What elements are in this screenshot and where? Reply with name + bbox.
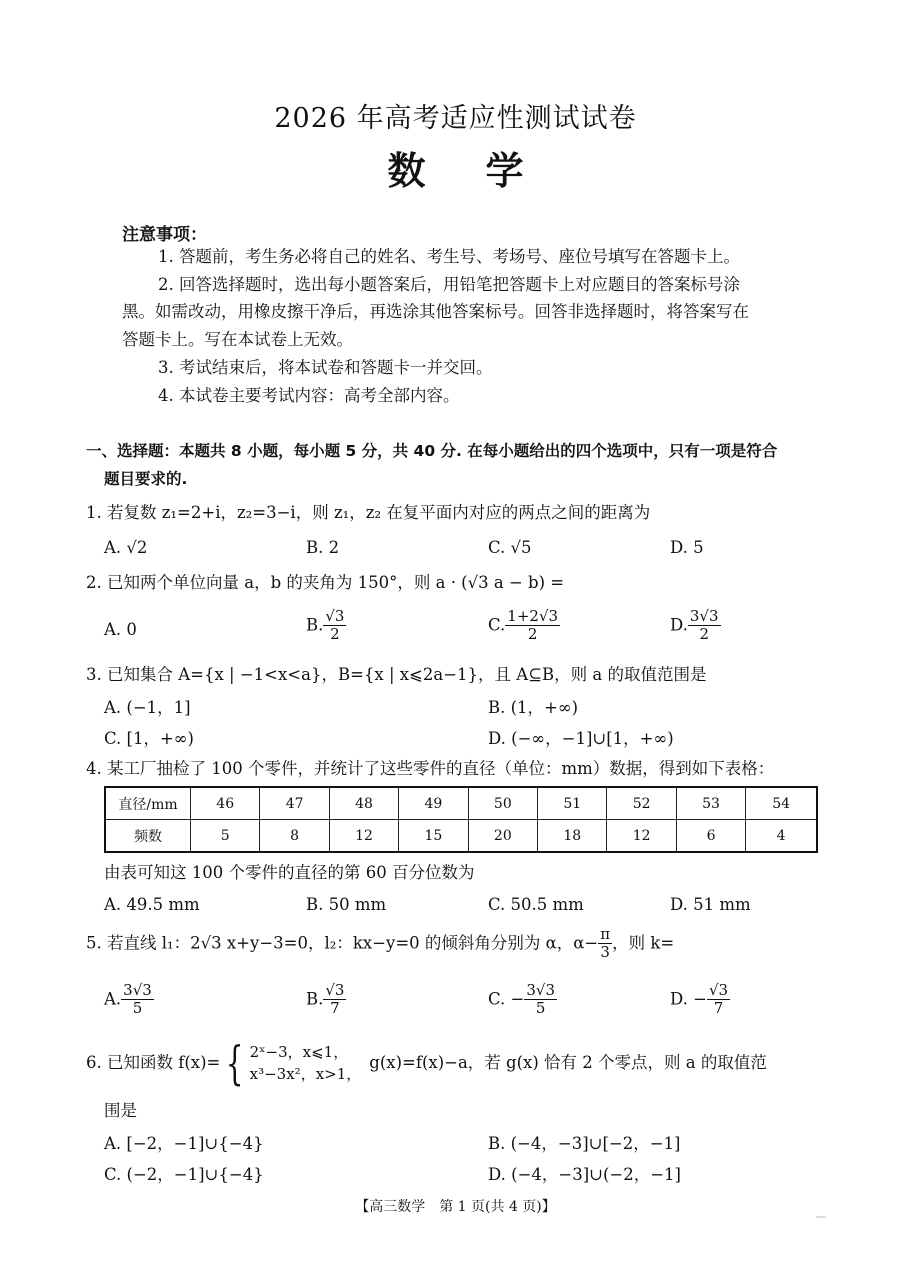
exam-title: 2026 年高考适应性测试试卷	[274, 103, 637, 134]
diameter-frequency-table	[104, 786, 818, 853]
q3-option-b: B. (1，+∞)	[488, 698, 579, 717]
table-cell: 12	[607, 820, 676, 853]
question-2-stem: 2. 已知两个单位向量 a，b 的夹角为 150°，则 a · (√3 a − b) =	[86, 573, 565, 592]
question-4-stem: 4. 某工厂抽检了 100 个零件，并统计了这些零件的直径（单位：mm）数据，得到如下表格：	[86, 759, 775, 778]
q5-option-d: D. − $\frac{√3}{7}$	[670, 981, 729, 1018]
question-6-stem-line-2: 围是	[104, 1101, 137, 1120]
section-heading-line-1: 一、选择题：本题共 8 小题，每小题 5 分，共 40 分. 在每小题给出的四个选项中，只有一项是符合	[86, 442, 778, 460]
q2-option-c: C. $\frac{1+2√3}{2}$	[488, 607, 559, 644]
q3-option-d: D. (−∞，−1]∪[1，+∞)	[488, 729, 674, 748]
q2-option-a: A. 0	[104, 620, 137, 639]
table-cell: 54	[746, 787, 817, 820]
q1-option-d: D. 5	[670, 538, 704, 557]
table-cell: 18	[538, 820, 607, 853]
q6-option-a: A. [−2，−1]∪{−4}	[104, 1134, 264, 1153]
q2-option-d: D. $\frac{3√3}{2}$	[670, 607, 719, 644]
q4-option-c: C. 50.5 mm	[488, 895, 584, 914]
table-cell: 6	[676, 820, 745, 853]
q1-option-b: B. 2	[306, 538, 340, 557]
section-heading-line-2: 题目要求的.	[104, 470, 188, 488]
q3-option-c: C. [1，+∞)	[104, 729, 194, 748]
q2-option-b: B. $\frac{√3}{2}$	[306, 607, 345, 644]
table-cell: 49	[399, 787, 468, 820]
notice-item-2-line-1: 2. 回答选择题时，选出每小题答案后，用铅笔把答题卡上对应题目的答案标号涂	[158, 275, 740, 294]
q1-option-a: A. √2	[104, 538, 148, 557]
table-cell: 50	[468, 787, 537, 820]
q6-option-c: C. (−2，−1]∪{−4}	[104, 1165, 264, 1184]
table-cell: 47	[260, 787, 329, 820]
q5-option-b: B. $\frac{√3}{7}$	[306, 981, 345, 1018]
piecewise-brace: {	[226, 1036, 244, 1090]
subject-title: 数学	[387, 148, 584, 193]
table-cell: 48	[329, 787, 398, 820]
piecewise-cases: 2ˣ−3，x⩽1， x³−3x²，x>1，	[249, 1043, 362, 1083]
table-cell: 5	[191, 820, 260, 853]
table-cell: 51	[538, 787, 607, 820]
q5-option-c: C. − $\frac{3√3}{5}$	[488, 981, 556, 1018]
q4-option-d: D. 51 mm	[670, 895, 751, 914]
notice-item-2-line-3: 答题卡上。写在本试卷上无效。	[122, 330, 353, 349]
q3-option-a: A. (−1，1]	[104, 698, 191, 717]
table-cell: 4	[746, 820, 817, 853]
notice-item-2-line-2: 黑。如需改动，用橡皮擦干净后，再选涂其他答案标号。回答非选择题时，将答案写在	[122, 302, 749, 321]
notice-heading: 注意事项：	[122, 225, 207, 245]
question-4-followup: 由表可知这 100 个零件的直径的第 60 百分位数为	[104, 863, 475, 882]
notice-item-1: 1. 答题前，考生务必将自己的姓名、考生号、考场号、座位号填写在答题卡上。	[158, 247, 740, 266]
notice-item-4: 4. 本试卷主要考试内容：高考全部内容。	[158, 386, 460, 405]
table-cell: 52	[607, 787, 676, 820]
table-row-frequency	[105, 820, 817, 853]
table-cell: 20	[468, 820, 537, 853]
question-5-stem: 5. 若直线 l₁：2√3 x+y−3=0，l₂：kx−y=0 的倾斜角分别为 α，α− $\frac{\pi}{3}$ ，则 k=	[86, 925, 675, 962]
table-cell: 53	[676, 787, 745, 820]
table-cell: 46	[191, 787, 260, 820]
q4-option-a: A. 49.5 mm	[104, 895, 200, 914]
table-cell: 15	[399, 820, 468, 853]
scan-mark	[816, 1216, 826, 1218]
q6-option-b: B. (−4，−3]∪[−2，−1]	[488, 1134, 681, 1153]
table-cell: 8	[260, 820, 329, 853]
q6-option-d: D. (−4，−3]∪(−2，−1]	[488, 1165, 681, 1184]
q1-option-c: C. √5	[488, 538, 532, 557]
question-3-stem: 3. 已知集合 A={x | −1<x<a}，B={x | x⩽2a−1}，且 A⊆B，则 a 的取值范围是	[86, 665, 707, 684]
question-6-stem: 6. 已知函数 f(x)= { 2ˣ−3，x⩽1， x³−3x²，x>1， g(x)=f(x)−a，若 g(x) 恰有 2 个零点，则 a 的取值范	[86, 1036, 767, 1090]
table-row-diameter	[105, 787, 817, 820]
question-1-stem: 1. 若复数 z₁=2+i，z₂=3−i，则 z₁，z₂ 在复平面内对应的两点之间的距离为	[86, 503, 651, 522]
q5-option-a: A. $\frac{3√3}{5}$	[104, 981, 152, 1018]
table-cell: 12	[329, 820, 398, 853]
table-header-diameter: 直径/mm	[105, 787, 191, 820]
notice-item-3: 3. 考试结束后，将本试卷和答题卡一并交回。	[158, 358, 493, 377]
q4-option-b: B. 50 mm	[306, 895, 387, 914]
page-footer: 【高三数学 第 1 页(共 4 页)】	[355, 1199, 556, 1215]
table-header-frequency: 频数	[105, 820, 191, 853]
